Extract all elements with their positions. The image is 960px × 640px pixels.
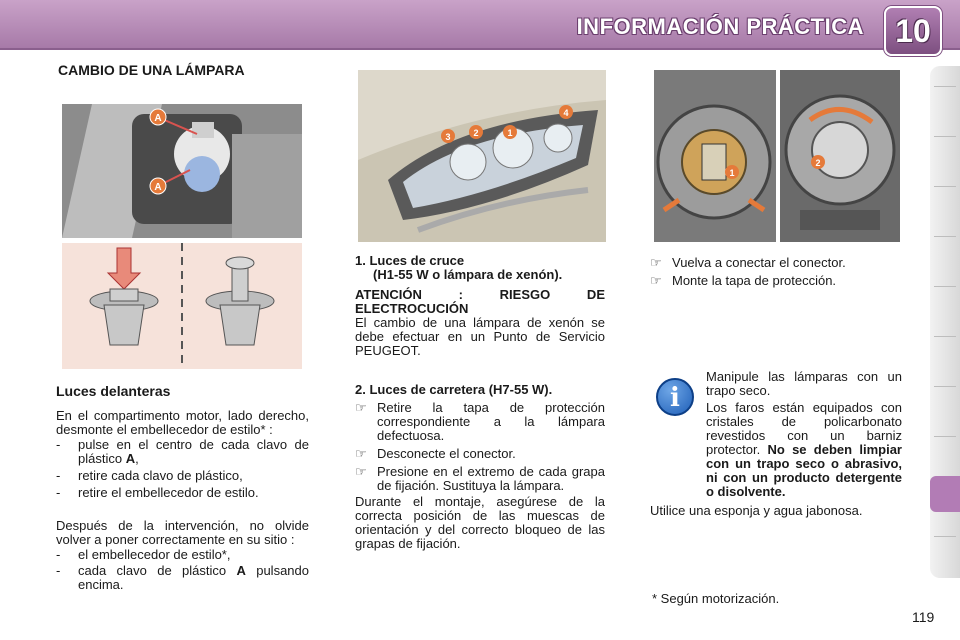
tab-divider [934, 186, 956, 187]
left-instructions [56, 409, 309, 592]
warning-title: ATENCIÓN : RIESGO DE ELECTROCUCIÓN [355, 287, 605, 316]
chapter-tab-rail [930, 66, 960, 578]
item2-title: 2. Luces de carretera (H7-55 W). [355, 382, 553, 397]
photo-label: 3 [445, 132, 451, 142]
photo-label: 1 [729, 168, 735, 178]
plastic-clip-diagram [62, 243, 302, 369]
step-text: Retire la tapa de protección correspondiente a la lámpara defectuosa. [377, 400, 605, 443]
info-icon: i [656, 378, 694, 416]
tab-divider [934, 336, 956, 337]
hand-icon: ☞ [355, 464, 367, 479]
tab-divider [934, 136, 956, 137]
lamp-rear-illustration [654, 70, 776, 242]
info-text [650, 401, 902, 518]
list-item [56, 548, 309, 562]
photo-label-a: A [154, 182, 162, 193]
after-intro-text: Después de la intervención, no olvide volver a poner correctamente en su sitio : [56, 518, 309, 547]
step-text: retire cada clavo de plástico, [78, 468, 243, 483]
info-text-top [706, 370, 902, 398]
tab-divider [934, 236, 956, 237]
step-text: pulse en el centro de cada clavo de plástico [78, 437, 309, 466]
lamp-rear-photo-1 [654, 70, 776, 242]
hand-icon: ☞ [355, 446, 367, 461]
hand-icon: ☞ [650, 273, 662, 288]
list-item [355, 465, 605, 493]
chapter-badge [884, 6, 942, 56]
item1-sub: (H1-55 W o lámpara de xenón). [373, 267, 563, 282]
tab-divider [934, 386, 956, 387]
active-chapter-tab [930, 476, 960, 512]
photo-label: 2 [815, 158, 821, 168]
step-text: cada clavo de plástico [78, 563, 237, 578]
headlamp-illustration [358, 70, 606, 242]
step-text: , [135, 451, 139, 466]
info-paragraph: Manipule las lámparas con un trapo seco. [706, 369, 902, 398]
lamp-rear-photo-2 [780, 70, 900, 242]
list-marker: - [56, 547, 61, 562]
step-text: pulsando encima. [78, 563, 309, 592]
section-title: CAMBIO DE UNA LÁMPARA [58, 62, 245, 78]
right-steps [650, 256, 902, 288]
engine-compartment-photo [62, 104, 302, 238]
hand-icon: ☞ [355, 400, 367, 415]
list-marker: - [56, 468, 61, 483]
page-number: 119 [912, 609, 935, 625]
step-text: Vuelva a conectar el conector. [672, 255, 846, 270]
photo-label: 2 [473, 128, 479, 138]
list-marker: - [56, 563, 61, 578]
step-bold: A [125, 451, 136, 466]
list-marker: - [56, 437, 61, 452]
photo-label: 4 [563, 108, 569, 118]
closing-text: Durante el montaje, asegúrese de la correcta posición de las muescas de orientación y del correcto bloqueo de las grapas de fijación. [355, 494, 605, 551]
step-bold: A [236, 563, 246, 578]
subsection-title: Luces delanteras [56, 383, 171, 399]
step-text: Presione en el extremo de cada grapa de fijación. Sustituya la lámpara. [377, 464, 605, 493]
list-item [355, 401, 605, 443]
photo-label: 1 [507, 128, 513, 138]
step-text: el embellecedor de estilo*, [78, 547, 231, 562]
page-header [0, 0, 960, 50]
step-text: Monte la tapa de protección. [672, 273, 837, 288]
list-item [56, 438, 309, 466]
chapter-title: INFORMACIÓN PRÁCTICA [576, 14, 864, 39]
info-paragraph [650, 401, 902, 499]
middle-instructions [355, 254, 605, 551]
headlamp-photo [358, 70, 606, 242]
list-marker: - [56, 485, 61, 500]
list-item [650, 256, 902, 270]
intro-text: En el compartimento motor, lado derecho, desmonte el embellecedor de estilo* : [56, 408, 309, 437]
tab-divider [934, 436, 956, 437]
info-text-part: Los faros están equipados con cristales de policarbonato revestidos con un barniz protector. [706, 400, 902, 457]
tab-divider [934, 536, 956, 537]
list-item [56, 469, 309, 483]
lamp-rear-illustration [780, 70, 900, 242]
info-paragraph: Utilice una esponja y agua jabonosa. [650, 503, 863, 518]
clip-illustration [62, 243, 302, 369]
list-item [650, 274, 902, 288]
tab-divider [934, 286, 956, 287]
step-text: Desconecte el conector. [377, 446, 516, 461]
list-item [56, 486, 309, 500]
step-text: retire el embellecedor de estilo. [78, 485, 259, 500]
warning-text: El cambio de una lámpara de xenón se debe efectuar en un Punto de Servicio PEUGEOT. [355, 315, 605, 358]
tab-divider [934, 86, 956, 87]
chapter-number: 10 [895, 13, 931, 49]
list-item [56, 564, 309, 592]
item1-title: 1. Luces de cruce [355, 253, 465, 268]
engine-illustration [62, 104, 302, 238]
list-item [355, 447, 605, 461]
footnote: * Según motorización. [652, 591, 780, 606]
info-text-bold: No se deben limpiar con un trapo seco o abrasivo, ni con un producto detergente o disolvente. [706, 442, 902, 499]
photo-label-a: A [154, 113, 162, 124]
hand-icon: ☞ [650, 255, 662, 270]
